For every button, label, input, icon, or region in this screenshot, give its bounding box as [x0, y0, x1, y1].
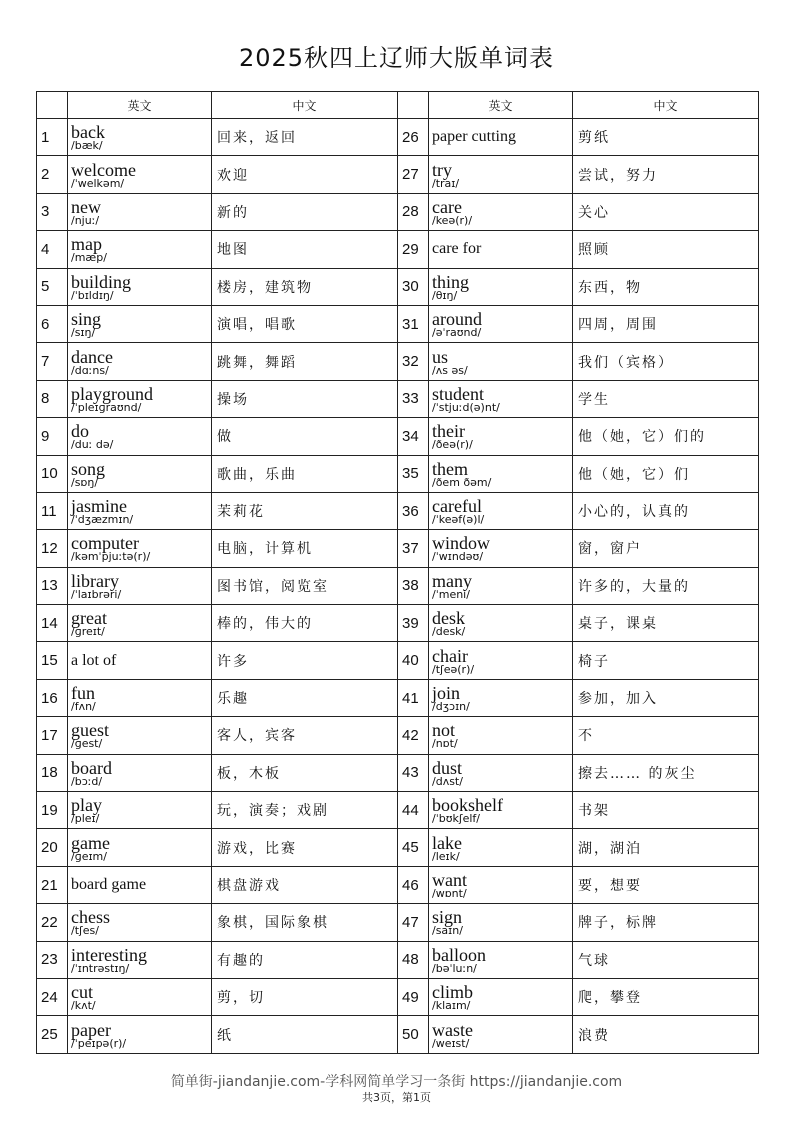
english-word: board game: [71, 876, 147, 893]
phonetic: /ˈbɪldɪŋ/: [71, 288, 114, 302]
english-word: join: [432, 683, 461, 704]
word-number: 13: [37, 567, 68, 604]
table-row: [37, 866, 759, 903]
english-word: not: [432, 720, 456, 741]
header-english: 英文: [429, 92, 573, 119]
english-word: play: [71, 795, 102, 816]
word-english-cell: [429, 1016, 573, 1053]
phonetic: /dʒɔɪn/: [432, 700, 470, 714]
chinese-meaning: 气球: [573, 941, 759, 978]
english-word: care: [432, 196, 462, 217]
word-english-cell: [68, 305, 212, 342]
phonetic: /nɒt/: [432, 737, 458, 751]
english-word: sing: [71, 309, 102, 330]
phonetic: /leɪk/: [432, 849, 460, 863]
english-word: chess: [71, 907, 110, 928]
chinese-meaning: 四周，周围: [573, 305, 759, 342]
word-english-cell: [68, 156, 212, 193]
table-row: [37, 530, 759, 567]
word-number: 12: [37, 530, 68, 567]
chinese-meaning: 有趣的: [212, 941, 398, 978]
english-word: great: [71, 608, 107, 629]
word-english-cell: [68, 455, 212, 492]
phonetic: /saɪn/: [432, 924, 463, 938]
chinese-meaning: 跳舞，舞蹈: [212, 343, 398, 380]
table-row: [37, 1016, 759, 1053]
word-number: 15: [37, 642, 68, 679]
word-english-cell: [429, 792, 573, 829]
chinese-meaning: 乐趣: [212, 679, 398, 716]
word-number: 28: [398, 193, 429, 230]
phonetic: /mæp/: [71, 251, 107, 265]
chinese-meaning: 参加，加入: [573, 679, 759, 716]
chinese-meaning: 剪，切: [212, 978, 398, 1015]
phonetic: /ˈmeni/: [432, 587, 470, 601]
phonetic: /ˈstjuːd(ə)nt/: [432, 400, 500, 414]
word-number: 35: [398, 455, 429, 492]
word-number: 40: [398, 642, 429, 679]
chinese-meaning: 楼房，建筑物: [212, 268, 398, 305]
phonetic: /θɪŋ/: [432, 288, 458, 302]
word-english-cell: [429, 978, 573, 1015]
chinese-meaning: 棋盘游戏: [212, 866, 398, 903]
word-english-cell: [68, 343, 212, 380]
phonetic: /tʃes/: [71, 924, 99, 938]
word-english-cell: [429, 754, 573, 791]
word-number: 22: [37, 904, 68, 941]
word-number: 30: [398, 268, 429, 305]
word-number: 25: [37, 1016, 68, 1053]
phonetic: /dɑːns/: [71, 363, 109, 377]
english-word: jasmine: [71, 496, 127, 517]
word-english-cell: [429, 642, 573, 679]
phonetic: /ɡeɪm/: [71, 849, 107, 863]
chinese-meaning: 照顾: [573, 231, 759, 268]
phonetic: /bæk/: [71, 139, 103, 153]
word-english-cell: [68, 268, 212, 305]
chinese-meaning: 新的: [212, 193, 398, 230]
chinese-meaning: 书架: [573, 792, 759, 829]
english-word: game: [71, 832, 110, 853]
word-english-cell: [429, 829, 573, 866]
chinese-meaning: 他（她，它）们: [573, 455, 759, 492]
word-english-cell: [429, 231, 573, 268]
chinese-meaning: 桌子，课桌: [573, 605, 759, 642]
word-number: 38: [398, 567, 429, 604]
chinese-meaning: 剪纸: [573, 119, 759, 156]
chinese-meaning: 学生: [573, 380, 759, 417]
word-number: 29: [398, 231, 429, 268]
word-english-cell: [68, 119, 212, 156]
word-number: 50: [398, 1016, 429, 1053]
table-header-row: [37, 92, 759, 119]
english-word: paper: [71, 1019, 111, 1040]
word-number: 2: [37, 156, 68, 193]
word-english-cell: [429, 343, 573, 380]
word-number: 46: [398, 866, 429, 903]
table-row: [37, 642, 759, 679]
chinese-meaning: 纸: [212, 1016, 398, 1053]
phonetic: /desk/: [432, 625, 466, 639]
table-row: [37, 380, 759, 417]
word-number: 47: [398, 904, 429, 941]
word-number: 8: [37, 380, 68, 417]
chinese-meaning: 演唱，唱歌: [212, 305, 398, 342]
word-english-cell: [429, 941, 573, 978]
chinese-meaning: 他（她，它）们的: [573, 418, 759, 455]
word-english-cell: [68, 866, 212, 903]
table-row: [37, 231, 759, 268]
word-number: 37: [398, 530, 429, 567]
word-number: 43: [398, 754, 429, 791]
phonetic: /ˈwelkəm/: [71, 176, 125, 190]
phonetic: /sɒŋ/: [71, 475, 99, 489]
table-row: [37, 605, 759, 642]
chinese-meaning: 板，木板: [212, 754, 398, 791]
word-number: 42: [398, 717, 429, 754]
english-word: waste: [432, 1019, 473, 1040]
phonetic: /ˈpeɪpə(r)/: [71, 1036, 127, 1050]
word-english-cell: [429, 567, 573, 604]
chinese-meaning: 欢迎: [212, 156, 398, 193]
word-english-cell: [68, 829, 212, 866]
word-number: 26: [398, 119, 429, 156]
phonetic: /duː də/: [71, 438, 114, 452]
english-word: dust: [432, 757, 463, 778]
phonetic: /klaɪm/: [432, 999, 471, 1013]
table-row: [37, 754, 759, 791]
chinese-meaning: 地图: [212, 231, 398, 268]
word-english-cell: [68, 605, 212, 642]
english-word: their: [432, 421, 465, 442]
chinese-meaning: 牌子，标牌: [573, 904, 759, 941]
word-number: 24: [37, 978, 68, 1015]
word-english-cell: [429, 380, 573, 417]
english-word: building: [71, 271, 132, 292]
word-english-cell: [68, 567, 212, 604]
word-english-cell: [68, 754, 212, 791]
chinese-meaning: 不: [573, 717, 759, 754]
word-english-cell: [429, 904, 573, 941]
english-word: lake: [432, 832, 462, 853]
word-number: 32: [398, 343, 429, 380]
chinese-meaning: 象棋，国际象棋: [212, 904, 398, 941]
phonetic: /ðeə(r)/: [432, 438, 473, 452]
chinese-meaning: 我们（宾格）: [573, 343, 759, 380]
table-row: [37, 156, 759, 193]
table-row: [37, 904, 759, 941]
chinese-meaning: 尝试，努力: [573, 156, 759, 193]
english-word: balloon: [432, 944, 486, 965]
english-word: song: [71, 458, 106, 479]
table-row: [37, 268, 759, 305]
phonetic: /dʌst/: [432, 774, 463, 788]
chinese-meaning: 湖，湖泊: [573, 829, 759, 866]
word-english-cell: [429, 605, 573, 642]
english-word: computer: [71, 533, 139, 554]
word-english-cell: [429, 455, 573, 492]
footer-source: 简单街-jiandanjie.com-学科网简单学习一条街 https://jiandanjie.com: [170, 1074, 623, 1090]
word-english-cell: [68, 1016, 212, 1053]
phonetic: /bɔːd/: [71, 774, 103, 788]
word-english-cell: [68, 418, 212, 455]
word-number: 11: [37, 492, 68, 529]
phonetic: /ɡreɪt/: [71, 625, 105, 639]
word-number: 18: [37, 754, 68, 791]
english-word: fun: [71, 683, 95, 704]
word-number: 3: [37, 193, 68, 230]
chinese-meaning: 电脑，计算机: [212, 530, 398, 567]
word-number: 49: [398, 978, 429, 1015]
word-english-cell: [429, 156, 573, 193]
word-number: 44: [398, 792, 429, 829]
english-word: us: [432, 346, 449, 367]
word-number: 31: [398, 305, 429, 342]
english-word: board: [71, 757, 112, 778]
english-word: a lot of: [71, 651, 117, 669]
phonetic: /tʃeə(r)/: [432, 662, 475, 676]
word-english-cell: [68, 679, 212, 716]
english-word: playground: [71, 383, 153, 404]
phonetic: /ˈwɪndəʊ/: [432, 550, 484, 564]
word-english-cell: [429, 866, 573, 903]
english-word: guest: [71, 720, 109, 741]
table-row: [37, 492, 759, 529]
word-english-cell: [429, 119, 573, 156]
phonetic: /ɡest/: [71, 737, 103, 751]
word-english-cell: [68, 530, 212, 567]
word-english-cell: [68, 492, 212, 529]
phonetic: /ˈbʊkʃelf/: [432, 812, 480, 826]
word-english-cell: [429, 305, 573, 342]
chinese-meaning: 窗，窗户: [573, 530, 759, 567]
english-word: window: [432, 533, 490, 554]
table-row: [37, 455, 759, 492]
english-word: student: [432, 383, 484, 404]
word-number: 45: [398, 829, 429, 866]
chinese-meaning: 擦去…… 的灰尘: [573, 754, 759, 791]
english-word: sign: [432, 907, 463, 928]
word-english-cell: [68, 193, 212, 230]
footer-page-number: 共3页，第1页: [362, 1091, 431, 1104]
table-row: [37, 829, 759, 866]
english-word: new: [71, 196, 101, 217]
table-row: [37, 119, 759, 156]
table-row: [37, 941, 759, 978]
chinese-meaning: 东西，物: [573, 268, 759, 305]
chinese-meaning: 许多的，大量的: [573, 567, 759, 604]
word-english-cell: [429, 492, 573, 529]
chinese-meaning: 图书馆，阅览室: [212, 567, 398, 604]
word-english-cell: [68, 941, 212, 978]
table-row: [37, 792, 759, 829]
phonetic: /weɪst/: [432, 1036, 470, 1050]
table-row: [37, 679, 759, 716]
table-row: [37, 978, 759, 1015]
word-number: 5: [37, 268, 68, 305]
phonetic: /njuː/: [71, 213, 100, 227]
chinese-meaning: 茉莉花: [212, 492, 398, 529]
english-word: want: [432, 870, 467, 890]
word-number: 6: [37, 305, 68, 342]
chinese-meaning: 椅子: [573, 642, 759, 679]
table-row: [37, 418, 759, 455]
chinese-meaning: 客人，宾客: [212, 717, 398, 754]
vocabulary-table: [36, 91, 759, 1054]
word-number: 33: [398, 380, 429, 417]
english-word: careful: [432, 496, 482, 517]
word-english-cell: [429, 193, 573, 230]
phonetic: /ˈɪntrəstɪŋ/: [71, 961, 130, 975]
word-number: 9: [37, 418, 68, 455]
word-number: 1: [37, 119, 68, 156]
phonetic: /ˈdʒæzmɪn/: [71, 513, 134, 527]
word-english-cell: [68, 978, 212, 1015]
word-number: 48: [398, 941, 429, 978]
header-english: 英文: [68, 92, 212, 119]
phonetic: /ˈkeəf(ə)l/: [432, 513, 485, 527]
chinese-meaning: 游戏，比赛: [212, 829, 398, 866]
word-number: 27: [398, 156, 429, 193]
phonetic: /bəˈluːn/: [432, 961, 477, 975]
phonetic: /ˈlaɪbrəri/: [71, 587, 122, 601]
chinese-meaning: 小心的，认真的: [573, 492, 759, 529]
english-word: try: [432, 159, 452, 180]
word-number: 17: [37, 717, 68, 754]
english-word: desk: [432, 608, 465, 629]
english-word: care for: [432, 240, 482, 258]
word-english-cell: [429, 418, 573, 455]
header-chinese: 中文: [212, 92, 398, 119]
phonetic: /kəmˈpjuːtə(r)/: [71, 550, 151, 564]
word-english-cell: [429, 530, 573, 567]
page-title: 2025秋四上辽师大版单词表: [238, 44, 555, 72]
phonetic: /traɪ/: [432, 176, 460, 190]
english-word: thing: [432, 271, 470, 292]
chinese-meaning: 玩，演奏；戏剧: [212, 792, 398, 829]
word-number: 7: [37, 343, 68, 380]
chinese-meaning: 许多: [212, 642, 398, 679]
phonetic: /sɪŋ/: [71, 326, 96, 340]
word-english-cell: [429, 679, 573, 716]
word-english-cell: [68, 642, 212, 679]
chinese-meaning: 关心: [573, 193, 759, 230]
chinese-meaning: 歌曲，乐曲: [212, 455, 398, 492]
english-word: back: [71, 122, 105, 143]
header-chinese: 中文: [573, 92, 759, 119]
word-english-cell: [68, 380, 212, 417]
english-word: around: [432, 309, 482, 330]
english-word: cut: [71, 982, 93, 1003]
english-word: them: [432, 458, 468, 479]
phonetic: /pleɪ/: [71, 812, 100, 826]
chinese-meaning: 操场: [212, 380, 398, 417]
word-number: 36: [398, 492, 429, 529]
chinese-meaning: 回来，返回: [212, 119, 398, 156]
word-english-cell: [68, 717, 212, 754]
phonetic: /ðem ðəm/: [432, 475, 492, 489]
chinese-meaning: 浪费: [573, 1016, 759, 1053]
word-number: 39: [398, 605, 429, 642]
chinese-meaning: 爬，攀登: [573, 978, 759, 1015]
word-number: 20: [37, 829, 68, 866]
word-number: 10: [37, 455, 68, 492]
word-number: 21: [37, 866, 68, 903]
phonetic: /ˈpleɪɡraʊnd/: [71, 400, 142, 414]
header-number: [37, 92, 68, 119]
phonetic: /ʌs əs/: [432, 363, 468, 377]
phonetic: /wɒnt/: [432, 887, 467, 900]
word-english-cell: [429, 717, 573, 754]
chinese-meaning: 要，想要: [573, 866, 759, 903]
word-number: 16: [37, 679, 68, 716]
word-english-cell: [429, 268, 573, 305]
word-number: 19: [37, 792, 68, 829]
english-word: do: [71, 421, 89, 442]
chinese-meaning: 棒的，伟大的: [212, 605, 398, 642]
english-word: interesting: [71, 944, 147, 965]
word-english-cell: [68, 231, 212, 268]
english-word: climb: [432, 982, 473, 1003]
word-number: 4: [37, 231, 68, 268]
phonetic: /əˈraʊnd/: [432, 326, 482, 340]
table-row: [37, 305, 759, 342]
word-number: 23: [37, 941, 68, 978]
phonetic: /fʌn/: [71, 700, 96, 714]
word-english-cell: [68, 904, 212, 941]
table-row: [37, 343, 759, 380]
header-number: [398, 92, 429, 119]
phonetic: /keə(r)/: [432, 213, 473, 227]
word-number: 41: [398, 679, 429, 716]
english-word: bookshelf: [432, 795, 503, 816]
word-english-cell: [68, 792, 212, 829]
phonetic: /kʌt/: [71, 999, 96, 1013]
table-row: [37, 717, 759, 754]
english-word: dance: [71, 346, 113, 367]
english-word: many: [432, 570, 472, 591]
table-row: [37, 193, 759, 230]
english-word: library: [71, 570, 119, 591]
word-number: 14: [37, 605, 68, 642]
chinese-meaning: 做: [212, 418, 398, 455]
table-row: [37, 567, 759, 604]
word-number: 34: [398, 418, 429, 455]
english-word: paper cutting: [432, 128, 516, 146]
english-word: map: [71, 234, 102, 255]
english-word: welcome: [71, 159, 136, 180]
english-word: chair: [432, 645, 468, 666]
